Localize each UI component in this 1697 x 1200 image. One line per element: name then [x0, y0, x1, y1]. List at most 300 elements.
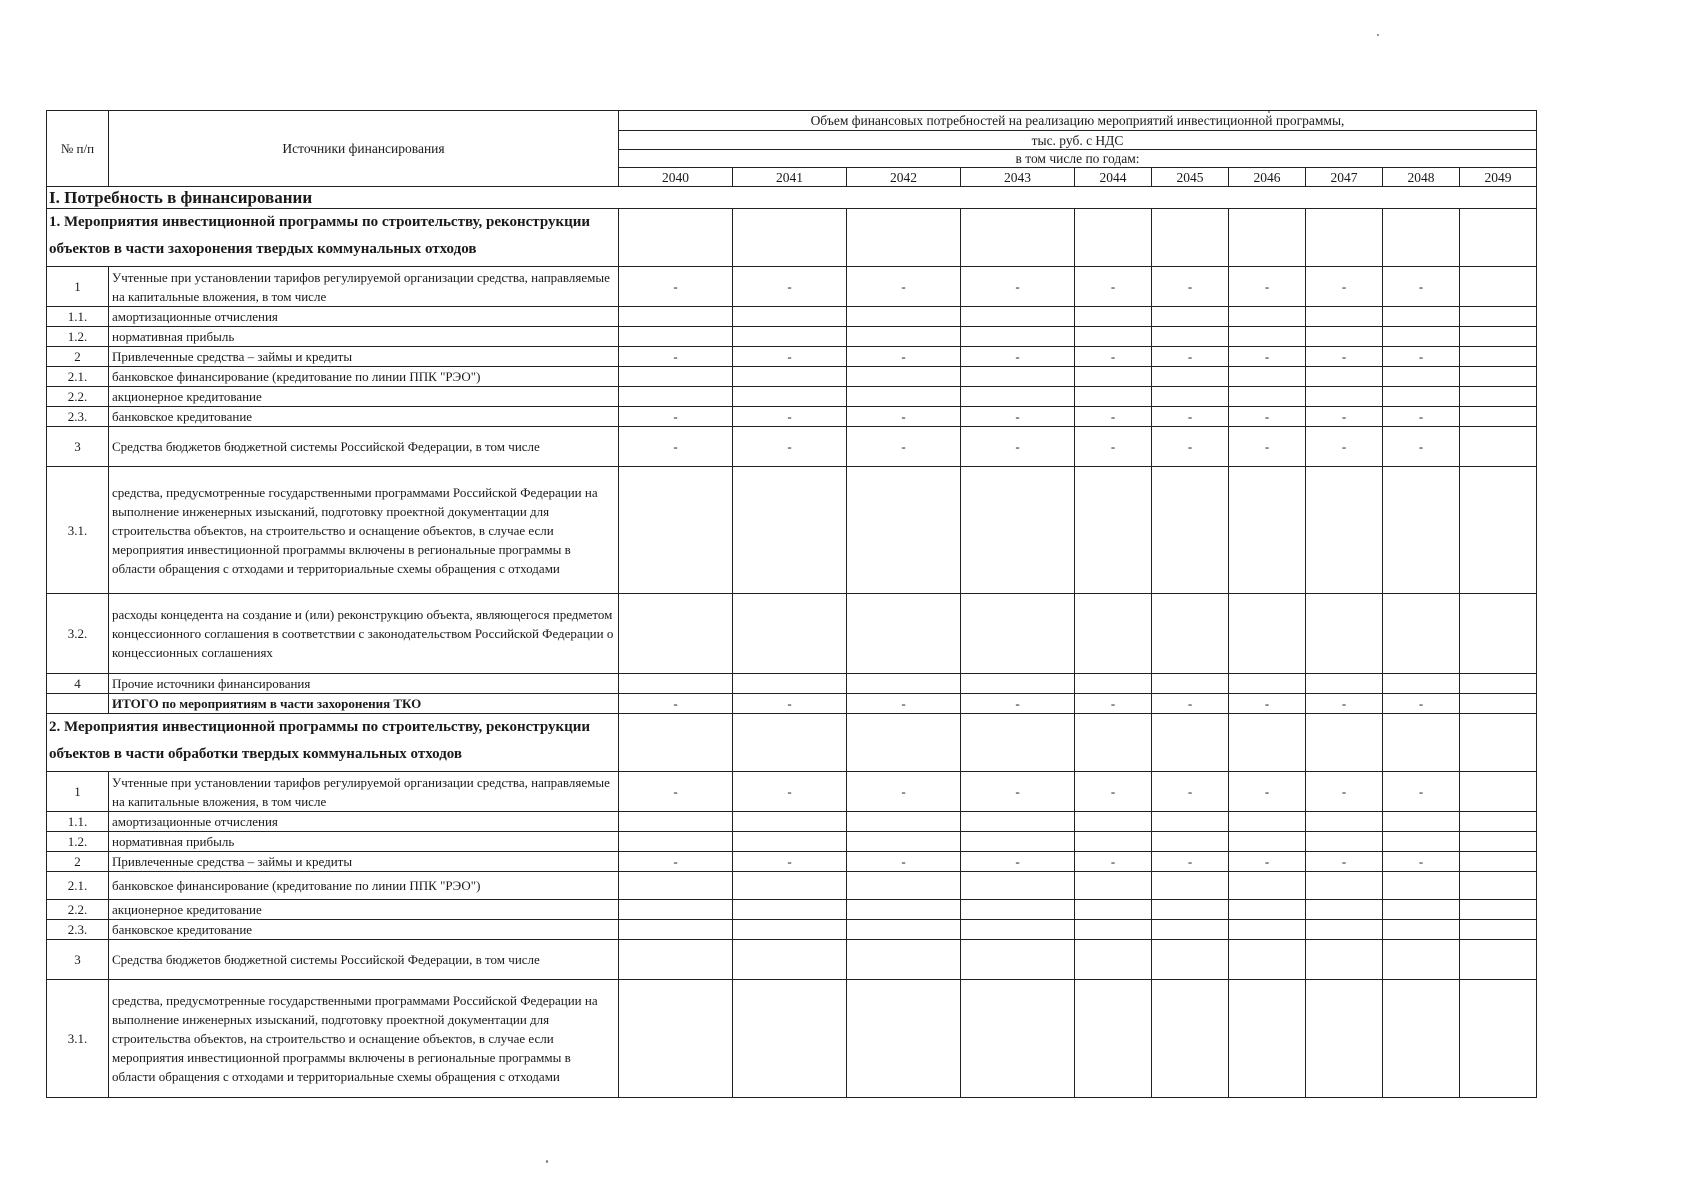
- value-cell: [1460, 407, 1537, 427]
- value-cell: [1075, 467, 1152, 594]
- row-number: 2.1.: [47, 367, 109, 387]
- value-cell: [847, 900, 961, 920]
- source-label: Учтенные при установлении тарифов регулируемой организации средства, направляемые на капитальные вложения, в том числе: [109, 772, 619, 812]
- source-label: банковское финансирование (кредитование по линии ППК "РЭО"): [109, 872, 619, 900]
- value-cell: [1383, 327, 1460, 347]
- value-cell: -: [1152, 427, 1229, 467]
- row-number: 4: [47, 674, 109, 694]
- section-title: I. Потребность в финансировании: [47, 187, 1537, 209]
- value-cell: [1075, 980, 1152, 1098]
- value-cell: [733, 900, 847, 920]
- value-cell: -: [1152, 772, 1229, 812]
- row-number: 1.2.: [47, 327, 109, 347]
- value-cell: [847, 812, 961, 832]
- value-cell: [847, 674, 961, 694]
- source-label: банковское финансирование (кредитование по линии ППК "РЭО"): [109, 367, 619, 387]
- value-cell: [1075, 920, 1152, 940]
- year-header: 2042: [847, 168, 961, 187]
- value-cell: -: [961, 267, 1075, 307]
- value-cell: -: [847, 852, 961, 872]
- value-cell: [1460, 940, 1537, 980]
- value-cell: [733, 674, 847, 694]
- value-cell: [733, 467, 847, 594]
- source-label: средства, предусмотренные государственными программами Российской Федерации на выполнение инженерных изысканий, подготовку проектной документации для строительства объектов, на строительство и оснащение объектов, в случае если мероприятия инвестиционной программы включены в региональные программы в области обращения с отходами и территориальные схемы обращения с отходами: [109, 467, 619, 594]
- value-cell: -: [619, 427, 733, 467]
- value-cell: [1229, 387, 1306, 407]
- source-label: акционерное кредитование: [109, 900, 619, 920]
- year-header: 2040: [619, 168, 733, 187]
- value-cell: -: [1229, 267, 1306, 307]
- value-cell: [619, 812, 733, 832]
- source-label: Привлеченные средства – займы и кредиты: [109, 347, 619, 367]
- value-cell: -: [1152, 852, 1229, 872]
- table-row: [47, 940, 1537, 980]
- value-cell: -: [1075, 427, 1152, 467]
- value-cell: [847, 832, 961, 852]
- value-cell: [847, 714, 961, 772]
- value-cell: [619, 980, 733, 1098]
- value-cell: [733, 920, 847, 940]
- row-number: 2.1.: [47, 872, 109, 900]
- source-label: банковское кредитование: [109, 407, 619, 427]
- year-header: 2046: [1229, 168, 1306, 187]
- value-cell: [1152, 920, 1229, 940]
- value-cell: [733, 307, 847, 327]
- value-cell: [1075, 812, 1152, 832]
- value-cell: -: [847, 772, 961, 812]
- table-row: [47, 694, 1537, 714]
- value-cell: [733, 812, 847, 832]
- row-number: 3: [47, 427, 109, 467]
- value-cell: [1229, 467, 1306, 594]
- table-title: Объем финансовых потребностей на реализацию мероприятий инвестиционной программы,: [619, 111, 1537, 131]
- value-cell: [1229, 674, 1306, 694]
- value-cell: [733, 327, 847, 347]
- value-cell: [1152, 714, 1229, 772]
- value-cell: [1075, 900, 1152, 920]
- value-cell: [733, 980, 847, 1098]
- value-cell: [961, 367, 1075, 387]
- value-cell: [847, 209, 961, 267]
- value-cell: [1152, 209, 1229, 267]
- source-label: акционерное кредитование: [109, 387, 619, 407]
- value-cell: [1229, 209, 1306, 267]
- scan-speck: [1377, 34, 1379, 36]
- value-cell: [1152, 812, 1229, 832]
- value-cell: [1152, 674, 1229, 694]
- value-cell: [961, 980, 1075, 1098]
- value-cell: [1460, 467, 1537, 594]
- value-cell: -: [1383, 694, 1460, 714]
- value-cell: [847, 387, 961, 407]
- row-number: 2.2.: [47, 900, 109, 920]
- value-cell: [1460, 307, 1537, 327]
- value-cell: [1460, 267, 1537, 307]
- value-cell: -: [733, 407, 847, 427]
- value-cell: [1229, 367, 1306, 387]
- value-cell: -: [1075, 772, 1152, 812]
- value-cell: -: [1306, 694, 1383, 714]
- value-cell: -: [1306, 347, 1383, 367]
- value-cell: -: [619, 267, 733, 307]
- value-cell: [619, 872, 733, 900]
- value-cell: [1075, 940, 1152, 980]
- value-cell: [1229, 980, 1306, 1098]
- value-cell: [1075, 387, 1152, 407]
- table-row: [47, 367, 1537, 387]
- value-cell: [1229, 832, 1306, 852]
- table-row: [47, 872, 1537, 900]
- value-cell: [1460, 852, 1537, 872]
- value-cell: -: [733, 347, 847, 367]
- value-cell: -: [1383, 267, 1460, 307]
- value-cell: [961, 900, 1075, 920]
- value-cell: -: [1383, 347, 1460, 367]
- value-cell: -: [961, 427, 1075, 467]
- value-cell: [1075, 674, 1152, 694]
- value-cell: [1075, 367, 1152, 387]
- group-title: 2. Мероприятия инвестиционной программы по строительству, реконструкции объектов в части обработки твердых коммунальных отходов: [47, 714, 619, 772]
- value-cell: [1306, 594, 1383, 674]
- row-number: 3.1.: [47, 980, 109, 1098]
- value-cell: -: [961, 347, 1075, 367]
- value-cell: [619, 920, 733, 940]
- year-header: 2048: [1383, 168, 1460, 187]
- value-cell: [1460, 387, 1537, 407]
- value-cell: -: [619, 772, 733, 812]
- value-cell: [1460, 327, 1537, 347]
- table-row: [47, 772, 1537, 812]
- value-cell: [619, 307, 733, 327]
- value-cell: -: [1229, 407, 1306, 427]
- table-row: [47, 267, 1537, 307]
- value-cell: [1229, 812, 1306, 832]
- source-label: расходы концедента на создание и (или) реконструкцию объекта, являющегося предметом концессионного соглашения в соответствии с законодательством Российской Федерации о концессионных соглашениях: [109, 594, 619, 674]
- value-cell: [1152, 872, 1229, 900]
- value-cell: [1383, 872, 1460, 900]
- year-header: 2049: [1460, 168, 1537, 187]
- value-cell: [1306, 209, 1383, 267]
- value-cell: [1306, 327, 1383, 347]
- value-cell: [1152, 327, 1229, 347]
- value-cell: [961, 872, 1075, 900]
- value-cell: -: [961, 407, 1075, 427]
- value-cell: [1306, 367, 1383, 387]
- value-cell: [619, 940, 733, 980]
- value-cell: [1383, 467, 1460, 594]
- year-header: 2041: [733, 168, 847, 187]
- source-label: банковское кредитование: [109, 920, 619, 940]
- table-row: [47, 387, 1537, 407]
- value-cell: -: [1306, 852, 1383, 872]
- value-cell: [619, 832, 733, 852]
- value-cell: [1152, 900, 1229, 920]
- value-cell: -: [1152, 267, 1229, 307]
- table-row: [47, 594, 1537, 674]
- value-cell: -: [1383, 772, 1460, 812]
- value-cell: -: [619, 407, 733, 427]
- value-cell: -: [619, 347, 733, 367]
- value-cell: -: [1075, 852, 1152, 872]
- source-column-header: Источники финансирования: [109, 111, 619, 187]
- value-cell: [847, 594, 961, 674]
- row-number: 3: [47, 940, 109, 980]
- value-cell: [733, 872, 847, 900]
- value-cell: [961, 674, 1075, 694]
- header-row-1: [47, 111, 1537, 131]
- value-cell: [1075, 872, 1152, 900]
- source-label: нормативная прибыль: [109, 327, 619, 347]
- source-label: Прочие источники финансирования: [109, 674, 619, 694]
- unit-label: тыс. руб. с НДС: [619, 131, 1537, 150]
- value-cell: [1383, 209, 1460, 267]
- value-cell: [1460, 347, 1537, 367]
- value-cell: [1229, 714, 1306, 772]
- value-cell: [961, 812, 1075, 832]
- value-cell: [847, 980, 961, 1098]
- value-cell: [1460, 594, 1537, 674]
- year-header: 2045: [1152, 168, 1229, 187]
- value-cell: -: [1075, 267, 1152, 307]
- source-label: амортизационные отчисления: [109, 307, 619, 327]
- value-cell: [1383, 920, 1460, 940]
- row-number: 1: [47, 772, 109, 812]
- value-cell: [1152, 832, 1229, 852]
- num-column-header: № п/п: [47, 111, 109, 187]
- value-cell: -: [1229, 772, 1306, 812]
- value-cell: [1460, 367, 1537, 387]
- table-row: [47, 852, 1537, 872]
- value-cell: [1075, 209, 1152, 267]
- value-cell: [733, 832, 847, 852]
- value-cell: [1306, 940, 1383, 980]
- source-label: нормативная прибыль: [109, 832, 619, 852]
- by-year-label: в том числе по годам:: [619, 150, 1537, 168]
- value-cell: [1383, 832, 1460, 852]
- value-cell: [1383, 940, 1460, 980]
- value-cell: [619, 594, 733, 674]
- value-cell: [1460, 832, 1537, 852]
- table-row: [47, 427, 1537, 467]
- group-title-row: [47, 209, 1537, 267]
- value-cell: -: [1306, 407, 1383, 427]
- value-cell: [733, 714, 847, 772]
- value-cell: [1460, 674, 1537, 694]
- value-cell: [1383, 594, 1460, 674]
- value-cell: [1306, 307, 1383, 327]
- value-cell: [847, 872, 961, 900]
- value-cell: [961, 594, 1075, 674]
- value-cell: [1229, 327, 1306, 347]
- row-number: 1.2.: [47, 832, 109, 852]
- value-cell: [1306, 674, 1383, 694]
- value-cell: [1383, 387, 1460, 407]
- table-row: [47, 900, 1537, 920]
- value-cell: -: [1152, 407, 1229, 427]
- value-cell: [847, 467, 961, 594]
- value-cell: [1152, 467, 1229, 594]
- value-cell: [847, 307, 961, 327]
- year-header: 2044: [1075, 168, 1152, 187]
- value-cell: [1460, 812, 1537, 832]
- value-cell: [1229, 594, 1306, 674]
- value-cell: [619, 209, 733, 267]
- value-cell: [1383, 812, 1460, 832]
- value-cell: [1152, 594, 1229, 674]
- value-cell: [619, 674, 733, 694]
- row-number: 2.3.: [47, 407, 109, 427]
- value-cell: [961, 714, 1075, 772]
- value-cell: [847, 327, 961, 347]
- table-row: [47, 980, 1537, 1098]
- value-cell: -: [1075, 407, 1152, 427]
- value-cell: [961, 920, 1075, 940]
- value-cell: [1229, 872, 1306, 900]
- value-cell: [961, 327, 1075, 347]
- row-number: 3.1.: [47, 467, 109, 594]
- value-cell: [1075, 307, 1152, 327]
- value-cell: [733, 209, 847, 267]
- value-cell: [1383, 980, 1460, 1098]
- value-cell: [1229, 920, 1306, 940]
- value-cell: [1306, 467, 1383, 594]
- value-cell: [1075, 327, 1152, 347]
- value-cell: [1306, 872, 1383, 900]
- value-cell: [1460, 209, 1537, 267]
- value-cell: [1306, 980, 1383, 1098]
- value-cell: -: [733, 267, 847, 307]
- value-cell: [1152, 980, 1229, 1098]
- table-row: [47, 812, 1537, 832]
- source-label: Учтенные при установлении тарифов регулируемой организации средства, направляемые на капитальные вложения, в том числе: [109, 267, 619, 307]
- value-cell: -: [1075, 694, 1152, 714]
- value-cell: -: [1229, 427, 1306, 467]
- value-cell: -: [961, 772, 1075, 812]
- value-cell: [1460, 980, 1537, 1098]
- value-cell: -: [1229, 694, 1306, 714]
- value-cell: [847, 940, 961, 980]
- value-cell: -: [619, 694, 733, 714]
- value-cell: [1460, 772, 1537, 812]
- value-cell: [619, 714, 733, 772]
- value-cell: [1306, 900, 1383, 920]
- value-cell: [1383, 674, 1460, 694]
- source-label: Средства бюджетов бюджетной системы Российской Федерации, в том числе: [109, 940, 619, 980]
- value-cell: -: [1306, 427, 1383, 467]
- value-cell: -: [1152, 347, 1229, 367]
- table-row: [47, 467, 1537, 594]
- scan-speck: [546, 1160, 548, 1163]
- value-cell: [961, 387, 1075, 407]
- value-cell: [961, 832, 1075, 852]
- value-cell: [619, 900, 733, 920]
- source-label: Привлеченные средства – займы и кредиты: [109, 852, 619, 872]
- value-cell: [1383, 900, 1460, 920]
- value-cell: [847, 367, 961, 387]
- value-cell: -: [733, 772, 847, 812]
- value-cell: -: [847, 694, 961, 714]
- year-header: 2047: [1306, 168, 1383, 187]
- value-cell: [733, 387, 847, 407]
- table-row: [47, 920, 1537, 940]
- value-cell: -: [1306, 267, 1383, 307]
- value-cell: [1306, 832, 1383, 852]
- value-cell: -: [1075, 347, 1152, 367]
- value-cell: [1460, 900, 1537, 920]
- value-cell: -: [733, 427, 847, 467]
- value-cell: -: [961, 694, 1075, 714]
- value-cell: [1152, 940, 1229, 980]
- row-number: 2.3.: [47, 920, 109, 940]
- source-label: ИТОГО по мероприятиям в части захоронения ТКО: [109, 694, 619, 714]
- row-number: [47, 694, 109, 714]
- value-cell: -: [1383, 852, 1460, 872]
- source-label: амортизационные отчисления: [109, 812, 619, 832]
- row-number: 1.1.: [47, 812, 109, 832]
- group-title: 1. Мероприятия инвестиционной программы по строительству, реконструкции объектов в части захоронения твердых коммунальных отходов: [47, 209, 619, 267]
- row-number: 2: [47, 852, 109, 872]
- value-cell: [733, 940, 847, 980]
- value-cell: -: [1152, 694, 1229, 714]
- value-cell: [619, 467, 733, 594]
- year-header: 2043: [961, 168, 1075, 187]
- value-cell: [1075, 594, 1152, 674]
- value-cell: [1229, 940, 1306, 980]
- value-cell: -: [619, 852, 733, 872]
- table-row: [47, 347, 1537, 367]
- value-cell: [1229, 900, 1306, 920]
- value-cell: [1460, 427, 1537, 467]
- source-label: Средства бюджетов бюджетной системы Российской Федерации, в том числе: [109, 427, 619, 467]
- value-cell: [1306, 714, 1383, 772]
- scan-speck: [1268, 111, 1270, 113]
- value-cell: -: [847, 407, 961, 427]
- table-row: [47, 832, 1537, 852]
- value-cell: [847, 920, 961, 940]
- value-cell: [733, 367, 847, 387]
- value-cell: [1075, 832, 1152, 852]
- value-cell: [1383, 714, 1460, 772]
- value-cell: [1152, 387, 1229, 407]
- table-row: [47, 407, 1537, 427]
- value-cell: [733, 594, 847, 674]
- value-cell: [1383, 307, 1460, 327]
- value-cell: [619, 327, 733, 347]
- value-cell: -: [1306, 772, 1383, 812]
- value-cell: [961, 209, 1075, 267]
- value-cell: -: [847, 267, 961, 307]
- value-cell: [1460, 872, 1537, 900]
- value-cell: -: [1229, 852, 1306, 872]
- value-cell: [1306, 920, 1383, 940]
- value-cell: -: [961, 852, 1075, 872]
- value-cell: -: [733, 852, 847, 872]
- section-row: [47, 187, 1537, 209]
- financing-table: [46, 110, 1537, 1098]
- value-cell: -: [1383, 407, 1460, 427]
- table-row: [47, 307, 1537, 327]
- table-row: [47, 327, 1537, 347]
- row-number: 3.2.: [47, 594, 109, 674]
- value-cell: -: [847, 347, 961, 367]
- value-cell: -: [847, 427, 961, 467]
- table-row: [47, 674, 1537, 694]
- row-number: 2: [47, 347, 109, 367]
- value-cell: -: [733, 694, 847, 714]
- value-cell: [1075, 714, 1152, 772]
- value-cell: [1460, 920, 1537, 940]
- row-number: 1: [47, 267, 109, 307]
